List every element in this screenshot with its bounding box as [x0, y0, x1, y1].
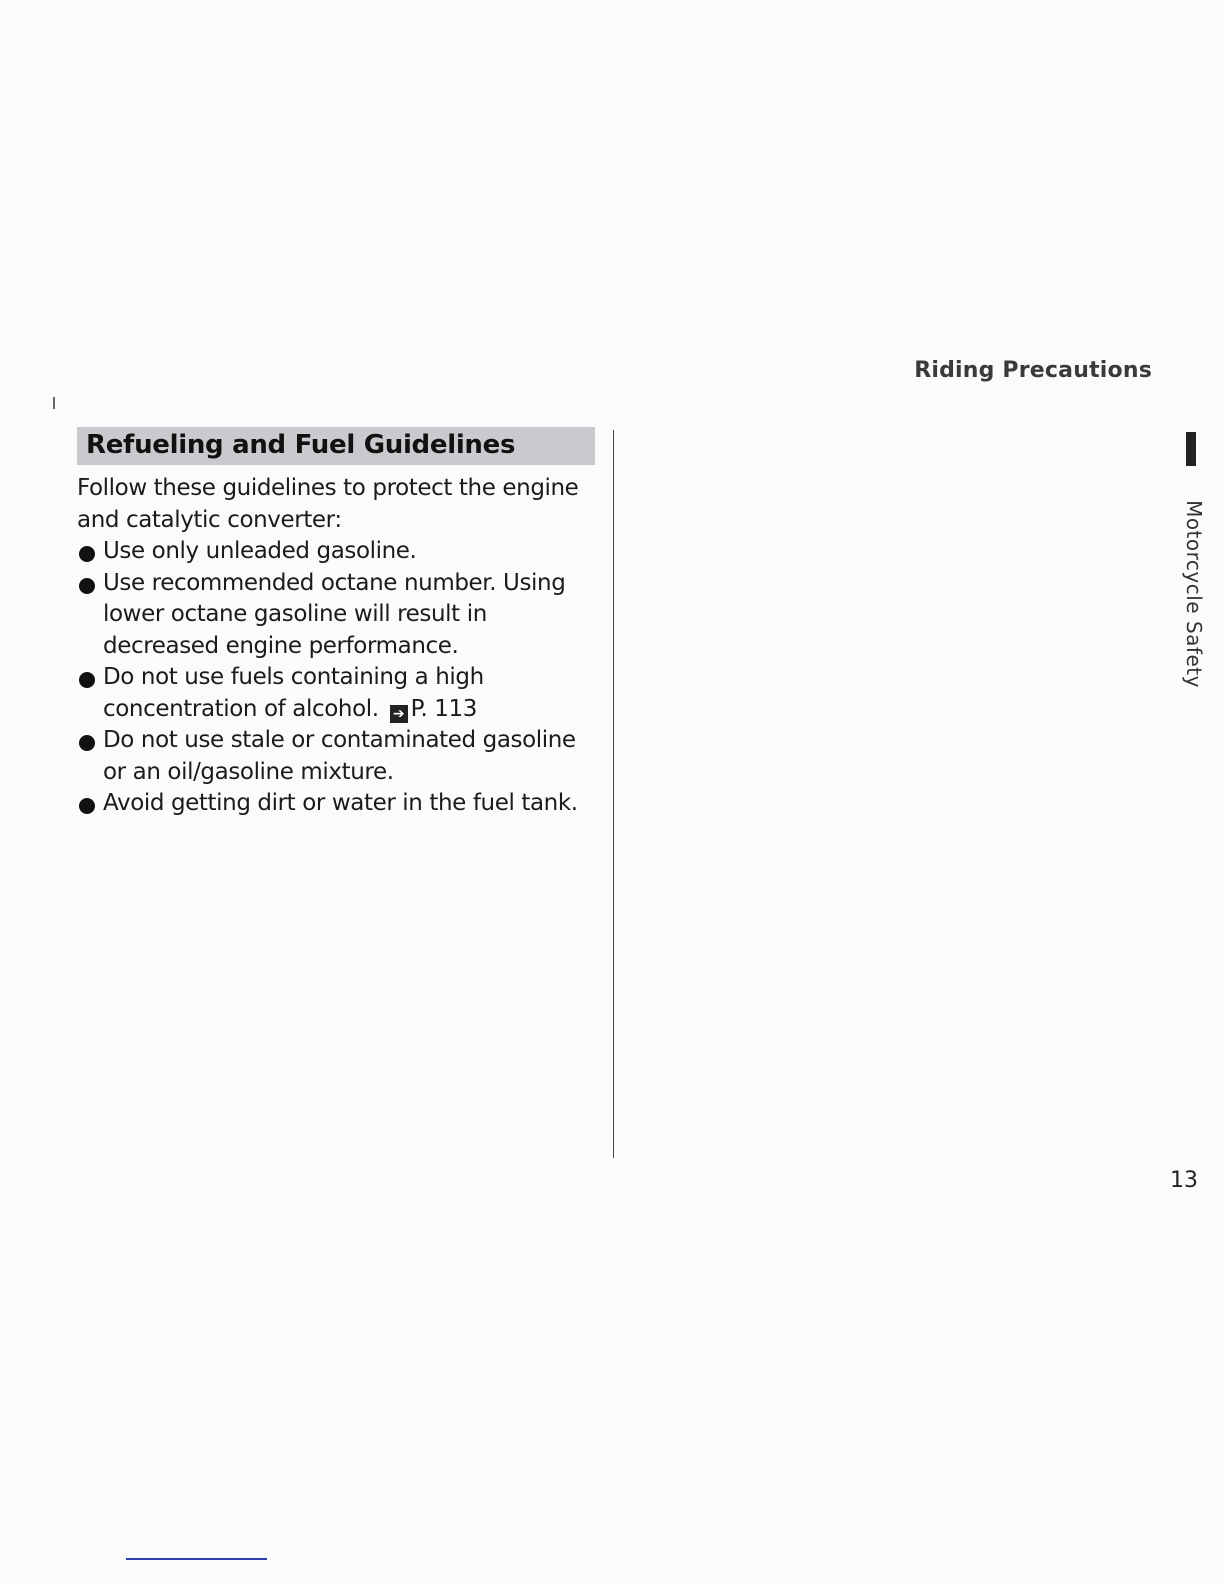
list-item	[77, 662, 595, 725]
content-column	[77, 427, 595, 820]
list-item-text: Do not use fuels containing a high concentration of alcohol.	[103, 664, 484, 722]
list-item	[77, 536, 595, 568]
list-item	[77, 568, 595, 663]
bullet-icon	[79, 798, 95, 814]
list-item-text: Avoid getting dirt or water in the fuel tank.	[103, 790, 578, 816]
page-reference-link[interactable]: P. 113	[410, 695, 477, 722]
bottom-rule	[126, 1558, 267, 1560]
list-item	[77, 725, 595, 788]
list-item-text: Use recommended octane number. Using lower octane gasoline will result in decreased engine performance.	[103, 569, 566, 659]
bullet-icon	[79, 672, 95, 688]
chapter-tab	[1182, 432, 1206, 688]
intro-text: Follow these guidelines to protect the engine and catalytic converter:	[77, 475, 579, 533]
margin-mark	[53, 397, 55, 409]
list-item-text: Use only unleaded gasoline.	[103, 538, 417, 564]
list-item-text: Do not use stale or contaminated gasoline or an oil/gasoline mixture.	[103, 727, 576, 785]
bullet-icon	[79, 735, 95, 751]
page-number: 13	[1170, 1168, 1198, 1193]
section-heading: Refueling and Fuel Guidelines	[77, 427, 595, 465]
column-divider	[613, 430, 614, 1158]
section-header: Riding Precautions	[914, 358, 1152, 383]
bullet-icon	[79, 546, 95, 562]
page-reference-arrow-icon[interactable]: ➔	[390, 705, 408, 723]
guideline-list	[77, 536, 595, 820]
bullet-icon	[79, 578, 95, 594]
list-item	[77, 788, 595, 820]
chapter-tab-marker	[1186, 432, 1196, 466]
chapter-tab-label: Motorcycle Safety	[1182, 500, 1206, 688]
